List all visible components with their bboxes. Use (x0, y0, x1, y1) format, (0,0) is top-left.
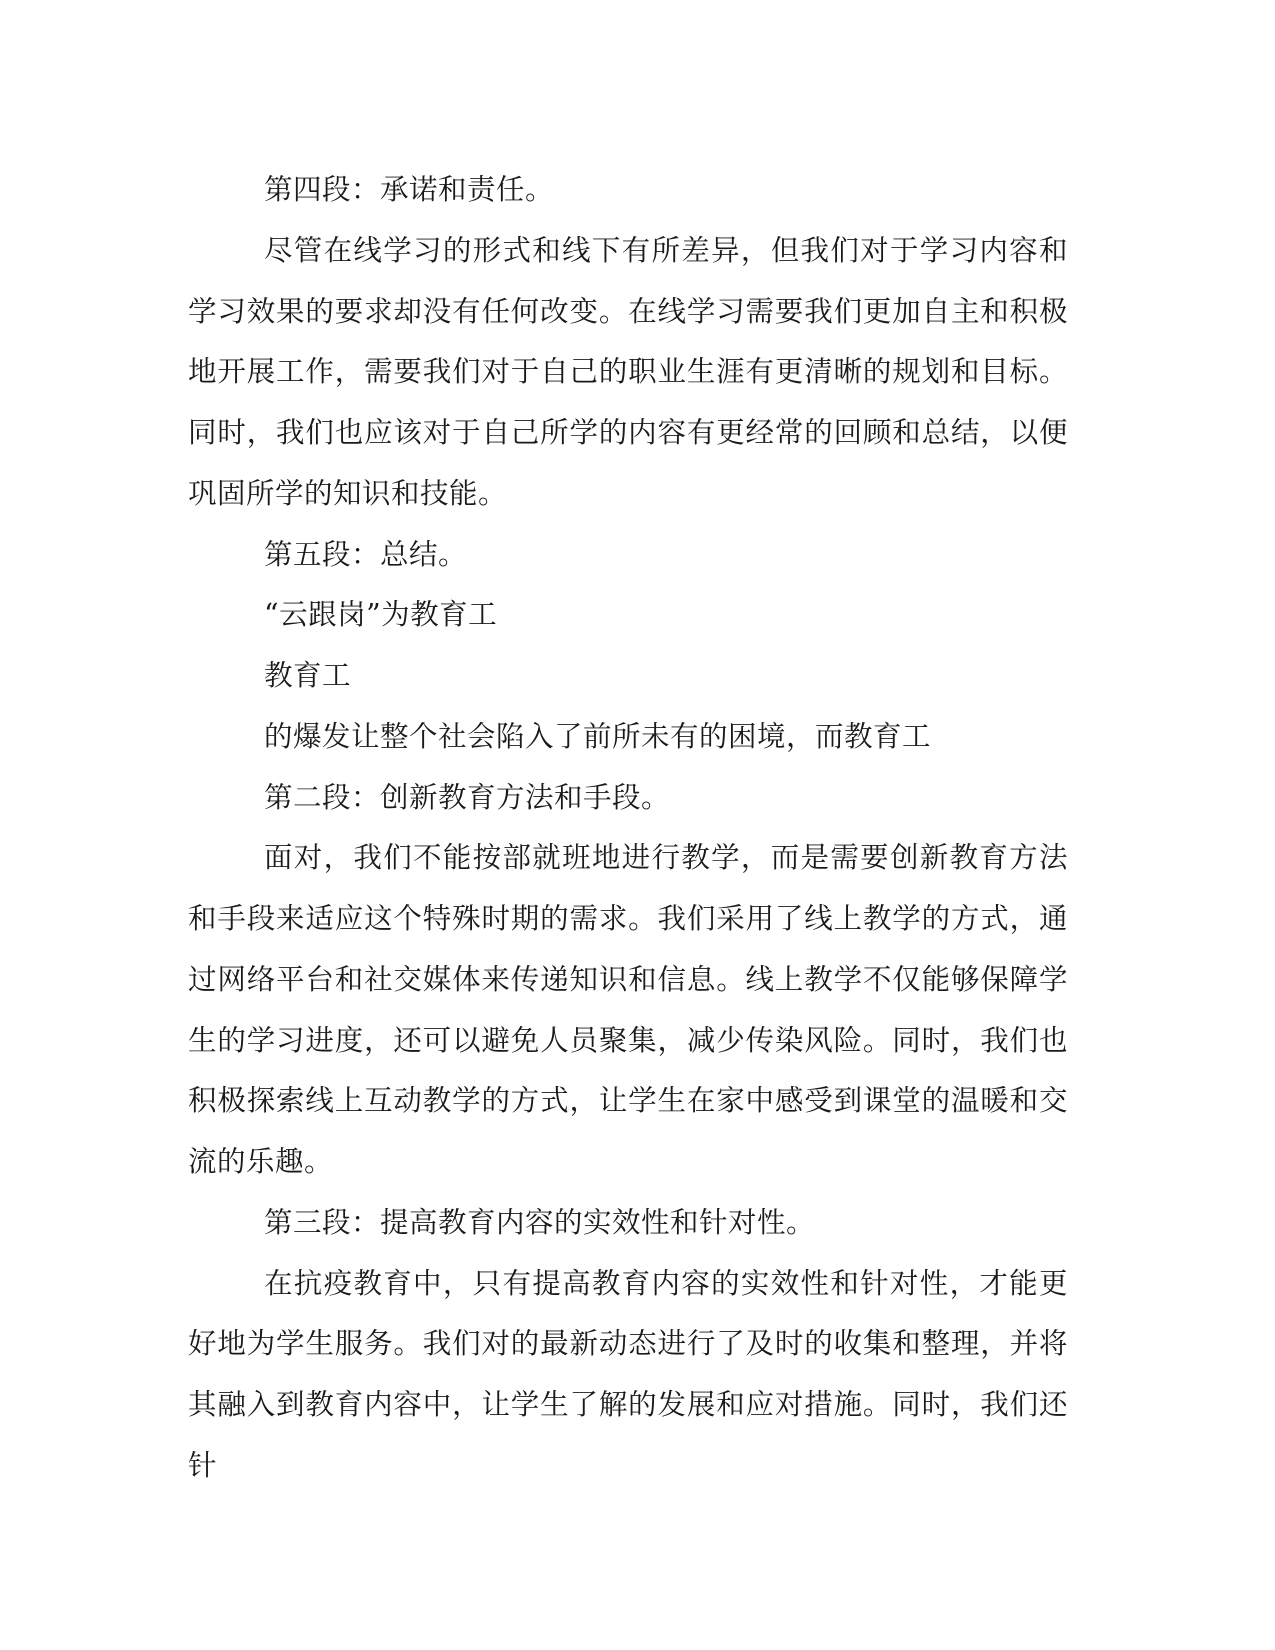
paragraph-effectiveness: 在抗疫教育中，只有提高教育内容的实效性和针对性，才能更好地为学生服务。我们对的最新动态进行了及时的收集和整理，并将其融入到教育内容中，让学生了解的发展和应对措施。同时，我们还针 (188, 1266, 1068, 1482)
paragraph-innovation: 面对，我们不能按部就班地进行教学，而是需要创新教育方法和手段来适应这个特殊时期的需求。我们采用了线上教学的方式，通过网络平台和社交媒体来传递知识和信息。线上教学不仅能够保障学生的学习进度，还可以避免人员聚集，减少传染风险。同时，我们也积极探索线上互动教学的方式，让学生在家中感受到课堂的温暖和交流的乐趣。 (188, 841, 1068, 1178)
paragraph-fragment-1: “云跟岗”为教育工 (264, 598, 498, 632)
section-heading-5: 第五段：总结。 (264, 537, 468, 571)
section-heading-4: 第四段：承诺和责任。 (264, 173, 555, 206)
section-heading-3: 第三段：提高教育内容的实效性和针对性。 (264, 1205, 816, 1239)
paragraph-fragment-2: 教育工 (264, 659, 352, 692)
section-heading-2: 第二段：创新教育方法和手段。 (264, 780, 671, 814)
document-body (188, 160, 1068, 1497)
paragraph-commitment: 尽管在线学习的形式和线下有所差异，但我们对于学习内容和学习效果的要求却没有任何改变。在线学习需要我们更加自主和积极地开展工作，需要我们对于自己的职业生涯有更清晰的规划和目标。同时，我们也应该对于自己所学的内容有更经常的回顾和总结，以便巩固所学的知识和技能。 (188, 233, 1068, 510)
paragraph-fragment-3: 的爆发让整个社会陷入了前所未有的困境，而教育工 (264, 719, 932, 753)
